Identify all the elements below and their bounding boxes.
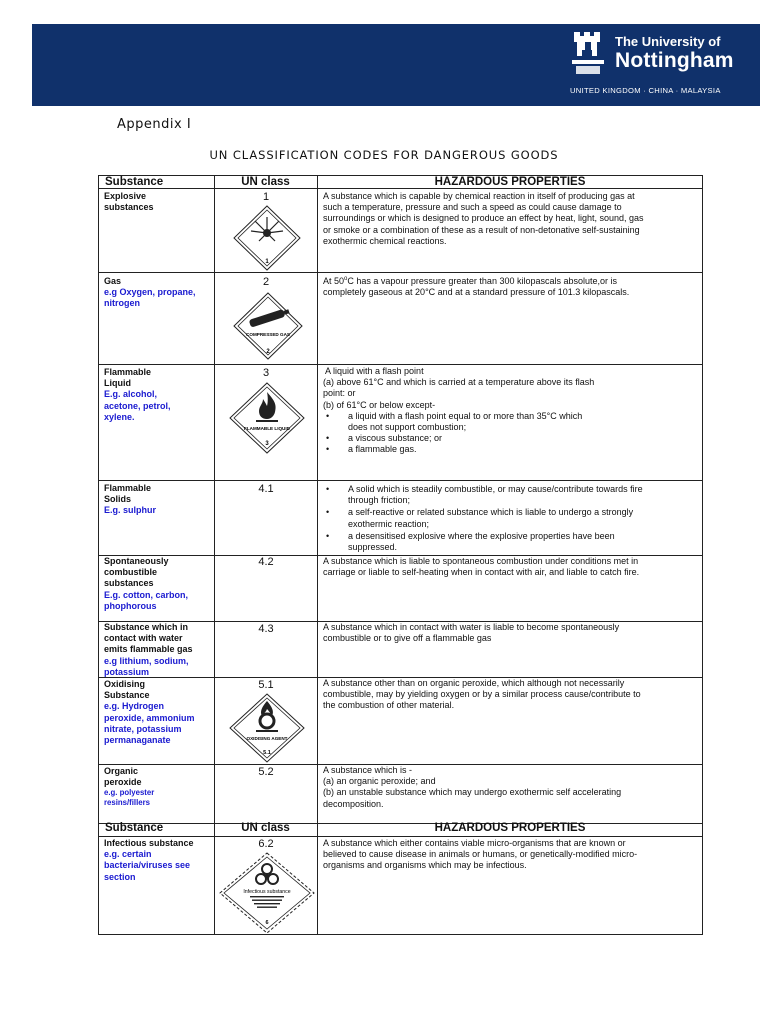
substance-example: bacteria/viruses see (104, 860, 191, 871)
description-line: A liquid with a flash point (323, 366, 424, 376)
un-class-value: 4.3 (258, 623, 274, 635)
explosive-hazard-diamond-icon (233, 205, 301, 271)
university-name-line1: The University of (615, 34, 721, 49)
header-un-class: UN class (241, 822, 290, 834)
hazard-description (323, 276, 699, 298)
description-line: decomposition. (323, 798, 384, 809)
hazard-description (323, 556, 699, 578)
sign-class-number: 5.1 (263, 750, 271, 756)
description-line: believed to cause disease in animals or humans, or genetically-modified micro- (323, 849, 638, 860)
sign-label: OXIDISING AGENT (246, 736, 288, 741)
row-divider (99, 364, 702, 365)
substance-example: e.g Oxygen, propane, (104, 287, 196, 298)
list-item-text: • a desensitised explosive where the explosive properties have been (348, 530, 615, 541)
description-line (323, 276, 699, 287)
description-line: the combustion of other material. (323, 700, 455, 711)
substance-name: combustible (104, 567, 158, 578)
document-title: UN CLASSIFICATION CODES FOR DANGEROUS GOODS (209, 148, 559, 162)
description-line: exothermic chemical reactions. (323, 235, 447, 246)
substance-example: e.g. certain (104, 849, 152, 860)
description-line: surroundings or which is designed to produce an effect by heat, light, sound, gas (323, 213, 644, 224)
un-class-value: 2 (262, 276, 270, 288)
substance-name: Flammable (104, 483, 152, 493)
list-item-text: a liquid with a flash point equal to or more than 35°C which (348, 410, 583, 421)
substance-example: resins/fillers (104, 797, 150, 807)
substance-example: acetone, petrol, (104, 400, 171, 411)
un-classification-table (98, 175, 703, 935)
substance-name: emits flammable gas (104, 644, 193, 655)
hazard-description (323, 191, 699, 247)
substance-name: substances (104, 202, 154, 213)
header-banner (32, 24, 760, 106)
description-text: C has a vapour pressure greater than 300 kilopascals absolute,or is (347, 276, 618, 286)
list-item-text: exothermic reaction; (348, 518, 430, 529)
substance-example: section (104, 871, 136, 882)
list-item: • a viscous substance; or (348, 433, 699, 444)
substance-example: e.g. Hydrogen (104, 701, 165, 712)
description-line: (a) above 61°C and which is carried at a temperature above its flash (323, 377, 595, 388)
sign-class-number: 6 (265, 920, 269, 926)
list-item (348, 531, 699, 553)
list-item: • a flammable gas. (348, 444, 699, 455)
substance-example: nitrogen (104, 298, 140, 309)
row-divider (99, 188, 702, 189)
hazard-description (323, 838, 699, 872)
substance-example: phophorous (104, 600, 157, 611)
infectious-substance-diamond-icon (219, 852, 315, 934)
description-line: A substance which in contact with water is liable to become spontaneously (323, 622, 620, 632)
table-row-water-reactive (104, 622, 193, 678)
table-row-infectious-substance (104, 838, 194, 883)
list-item-text: suppressed. (348, 542, 398, 553)
substance-name: Substance which in (104, 622, 189, 632)
substance-example: E.g. sulphur (104, 505, 157, 516)
bullet-list (323, 484, 699, 553)
description-line: such a temperature, pressure and such a speed as could cause damage to (323, 202, 622, 213)
description-line: organisms and organisms which may be infectious. (323, 860, 527, 871)
list-item-text: through friction; (348, 495, 411, 506)
university-tagline: UNITED KINGDOM · CHINA · MALAYSIA (570, 86, 721, 95)
row-divider (99, 272, 702, 273)
description-text: At 50 (323, 276, 345, 286)
substance-name: contact with water (104, 633, 183, 644)
substance-name: Oxidising (104, 679, 146, 689)
substance-name: Liquid (104, 378, 131, 389)
table-row-organic-peroxide (104, 766, 154, 807)
oxidising-agent-diamond-icon (229, 693, 305, 763)
description-line: A substance which is - (323, 765, 413, 775)
description-line: carriage or liable to self-heating when in contact with air, and liable to catch fire. (323, 567, 640, 578)
list-item-text: does not support combustion; (348, 422, 467, 433)
row-divider (99, 480, 702, 481)
description-line: A substance which is liable to spontaneous combustion under conditions met in (323, 556, 639, 566)
bullet-list (323, 411, 699, 456)
substance-example: peroxide, ammonium (104, 712, 195, 723)
description-line: A substance which either contains viable micro-organisms that are known or (323, 838, 626, 848)
substance-example: nitrate, potassium (104, 723, 182, 734)
hazard-description (323, 366, 699, 456)
description-line: combustible or to give off a flammable gas (323, 633, 492, 644)
table-row-flammable-solids (104, 483, 156, 517)
substance-name: Infectious substance (104, 838, 194, 848)
substance-name: Spontaneously (104, 556, 169, 566)
superscript: o (344, 276, 348, 282)
substance-name: Organic (104, 766, 139, 776)
sign-class-number: 2 (266, 349, 270, 355)
description-line: (a) an organic peroxide; and (323, 776, 436, 787)
substance-example: potassium (104, 666, 150, 677)
list-item (348, 507, 699, 529)
sign-label: COMPRESSED GAS (246, 332, 290, 337)
hazard-description (323, 678, 699, 712)
list-item-text: • A solid which is steadily combustible, or may cause/contribute towards fire (348, 484, 643, 494)
sign-label: FLAMMABLE LIQUID (244, 426, 290, 431)
substance-example: E.g. alcohol, (104, 389, 158, 400)
castle-logo-icon (570, 30, 606, 76)
header-substance: Substance (105, 176, 164, 188)
description-line: completely gaseous at 20°C and at a standard pressure of 101.3 kilopascals. (323, 287, 630, 298)
description-line: A substance which is capable by chemical reaction in itself of producing gas at (323, 191, 635, 201)
substance-example: e.g lithium, sodium, (104, 655, 189, 666)
description-line: A substance other than on organic peroxide, which although not necessarily (323, 678, 625, 688)
un-class-value: 3 (262, 367, 270, 379)
university-name (615, 34, 734, 73)
substance-name: peroxide (104, 777, 142, 788)
un-class-value: 5.1 (258, 679, 274, 691)
substance-example: e.g. polyester (104, 788, 155, 798)
header-hazardous-properties: HAZARDOUS PROPERTIES (434, 822, 586, 834)
un-class-value: 6.2 (258, 838, 274, 850)
substance-example: permanaganate (104, 735, 171, 746)
flammable-liquid-diamond-icon (229, 382, 305, 454)
description-line: combustible, may by yielding oxygen or by a similar process cause/contribute to (323, 689, 641, 700)
sign-label: Infectious substance (243, 889, 291, 895)
row-divider (99, 836, 702, 837)
table-row-spontaneously-combustible (104, 556, 188, 612)
description-line: or smoke or a combination of these as a result of non-detonative self-sustaining (323, 224, 640, 235)
un-class-value: 5.2 (258, 766, 274, 778)
list-item (348, 484, 699, 506)
header-un-class: UN class (241, 176, 290, 188)
university-name-line2: Nottingham (615, 49, 734, 72)
hazard-description (323, 622, 699, 644)
substance-example: E.g. cotton, carbon, (104, 589, 189, 600)
compressed-gas-diamond-icon (233, 292, 303, 360)
sign-class-number: 3 (265, 441, 269, 447)
description-line: (b) of 61°C or below except- (323, 399, 436, 410)
table-row-oxidising (104, 679, 195, 746)
un-class-value: 4.2 (258, 556, 274, 568)
header-substance: Substance (105, 822, 164, 834)
hazard-description (323, 484, 699, 553)
substance-name: Solids (104, 494, 132, 505)
substance-name: substances (104, 578, 154, 589)
header-hazardous-properties: HAZARDOUS PROPERTIES (434, 176, 586, 188)
description-line: point: or (323, 388, 356, 399)
description-line: (b) an unstable substance which may undergo exothermic self accelerating (323, 787, 622, 798)
table-row-explosive (104, 191, 154, 213)
sign-class-number: 1 (265, 259, 269, 265)
substance-name: Explosive (104, 191, 147, 201)
appendix-heading: Appendix I (117, 117, 192, 132)
substance-example: xylene. (104, 411, 135, 422)
substance-name: Substance (104, 690, 150, 701)
list-item-text: • a self-reactive or related substance which is liable to undergo a strongly (348, 507, 634, 518)
table-row-flammable-liquid (104, 367, 171, 423)
table-row-gas (104, 276, 196, 310)
un-class-value: 4.1 (258, 483, 274, 495)
list-item (348, 411, 699, 433)
substance-name: Gas (104, 276, 122, 286)
hazard-description (323, 765, 699, 810)
substance-name: Flammable (104, 367, 152, 377)
un-class-value: 1 (262, 191, 270, 203)
